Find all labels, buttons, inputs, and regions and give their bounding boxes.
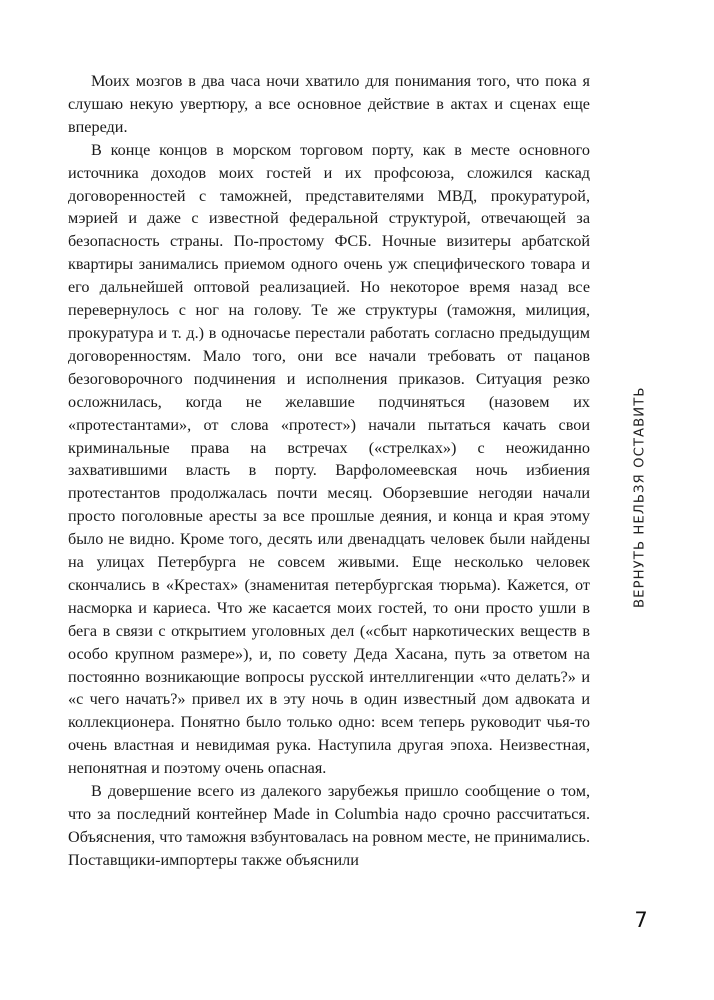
paragraph-1: Моих мозгов в два часа ночи хватило для понимания того, что пока я слушаю некую увертюру, а все основное действие в актах и сценах еще впереди. — [68, 72, 590, 136]
paragraph-2: В конце концов в морском торговом порту, как в месте основного источника доходов моих гостей и их профсоюза, сложился каскад договоренностей с таможней, представителями МВД, прокуратурой, мэрией и даже с известной федеральной структурой, отвечающей за безопасность страны. По-простому ФСБ. Ночные визитеры арбатской квартиры занимались приемом одного очень уж специфического товара и его дальнейшей оптовой реализацией. Но некоторое время назад все перевернулось с ног на голову. Те же структуры (таможня, милиция, прокуратура и т. д.) в одночасье перестали работать согласно предыдущим договоренностям. Мало того, они все начали требовать от пацанов безоговорочного подчинения и исполнения приказов. Ситуация резко осложнилась, когда не желавшие подчиняться (назовем их «протестантами», от слова «протест») начали пытаться качать свои криминальные права на встречах («стрелках») с неожиданно захватившими власть в порту. Варфоломеевская ночь избиения протестантов продолжалась почти месяц. Оборзевшие негодяи начали просто поголовные аресты за все прошлые деяния, и конца и края этому было не видно. Кроме того, десять или двенадцать человек были найдены на улицах Петербурга не совсем живыми. Еще несколько человек скончались в «Крестах» (знаменитая петербургская тюрьма). Кажется, от насморка и кариеса. Что же касается моих гостей, то они просто ушли в бега в связи с открытием уголовных дел («сбыт наркотических веществ в особо крупном размере»), и, по совету Деда Хасана, путь за ответом на постоянно возникающие вопросы русской интеллигенции «что делать?» и «с чего начать?» привел их в эту ночь в один известный дом адвоката и коллекционера. Понятно было только одно: всем теперь руководит чья-то очень властная и невидимая рука. Наступила другая эпоха. Неизвестная, непонятная и поэтому очень опасная. — [68, 140, 590, 778]
page-number: 7 — [634, 908, 648, 932]
body-text — [68, 70, 590, 872]
running-head: ВЕРНУТЬ НЕЛЬЗЯ ОСТАВИТЬ — [632, 386, 648, 608]
paragraph-3: В довершение всего из далекого зарубежья пришло сообщение о том, что за последний контейнер Made in Columbia надо срочно рассчитаться. Объяснения, что таможня взбунтовалась на ровном месте, не принимались. Поставщики-импортеры также объяснили — [68, 782, 590, 869]
